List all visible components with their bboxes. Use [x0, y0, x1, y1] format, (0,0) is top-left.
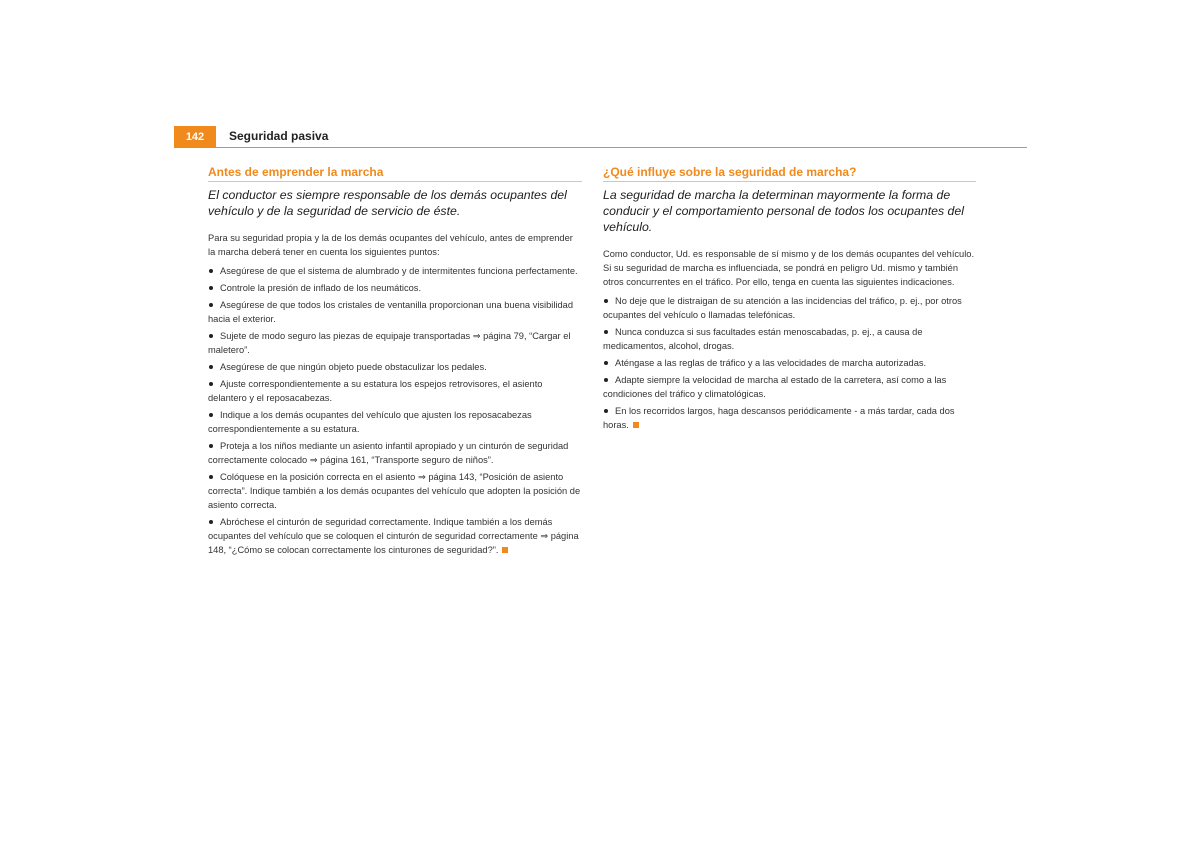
list-item: Sujete de modo seguro las piezas de equipaje transportadas ⇒ página 79, “Cargar el maletero”. — [208, 331, 571, 355]
intro-paragraph: Como conductor, Ud. es responsable de sí mismo y de los demás ocupantes del vehículo. Si su seguridad de marcha es influenciada, se pondrá en peligro Ud. mismo y también otros concurrentes en el tráfico. Por ello, tenga en cuenta las siguientes indicaciones. — [603, 249, 975, 287]
list-item: Abróchese el cinturón de seguridad correctamente. Indique también a los demás ocupantes del vehículo que se coloquen el cinturón de seguridad correctamente ⇒ página 148, “¿Cómo se colocan correctamente los cinturones de seguridad?”. — [208, 517, 579, 555]
list-item: Asegúrese de que todos los cristales de ventanilla proporcionan una buena visibilidad hacia el exterior. — [208, 300, 573, 324]
bullet-icon — [209, 382, 213, 386]
bullet-icon — [209, 520, 213, 524]
list-item: Asegúrese de que el sistema de alumbrado y de intermitentes funciona perfectamente. — [208, 264, 582, 278]
bullet-icon — [604, 378, 608, 382]
section-end-icon — [633, 422, 639, 428]
bullet-icon — [604, 361, 608, 365]
lead-paragraph: La seguridad de marcha la determinan mayormente la forma de conducir y el comportamiento personal de todos los ocupantes del vehículo. — [603, 188, 964, 234]
checklist — [603, 294, 976, 432]
header-rule — [216, 147, 1027, 148]
page-number: 142 — [174, 126, 216, 148]
list-item: Ajuste correspondientemente a su estatura los espejos retrovisores, el asiento delantero y el reposacabezas. — [208, 379, 543, 403]
bullet-icon — [209, 286, 213, 290]
bullet-icon — [604, 409, 608, 413]
intro-paragraph: Para su seguridad propia y la de los demás ocupantes del vehículo, antes de emprender la marcha deberá tener en cuenta los siguientes puntos: — [208, 233, 573, 257]
list-item: Adapte siempre la velocidad de marcha al estado de la carretera, así como a las condiciones del tráfico y climatológicas. — [603, 375, 947, 399]
list-item: Nunca conduzca si sus facultades están menoscabadas, p. ej., a causa de medicamentos, alcohol, drogas. — [603, 327, 923, 351]
list-item: Controle la presión de inflado de los neumáticos. — [208, 281, 582, 295]
section-title-driving-safety: ¿Qué influye sobre la seguridad de marcha? — [603, 165, 976, 182]
left-column — [208, 165, 582, 560]
bullet-icon — [209, 475, 213, 479]
list-item: No deje que le distraigan de su atención a las incidencias del tráfico, p. ej., por otros ocupantes del vehículo o llamadas telefónicas. — [603, 296, 962, 320]
list-item: Proteja a los niños mediante un asiento infantil apropiado y un cinturón de seguridad correctamente colocado ⇒ página 161, “Transporte seguro de niños”. — [208, 441, 569, 465]
list-item: Aténgase a las reglas de tráfico y a las velocidades de marcha autorizadas. — [603, 356, 976, 370]
checklist — [208, 264, 582, 557]
bullet-icon — [209, 413, 213, 417]
bullet-icon — [604, 299, 608, 303]
bullet-icon — [209, 269, 213, 273]
right-column — [603, 165, 976, 435]
list-item: En los recorridos largos, haga descansos periódicamente - a más tardar, cada dos horas. — [603, 406, 955, 430]
list-item: Indique a los demás ocupantes del vehículo que ajusten los reposacabezas correspondientemente a su estatura. — [208, 410, 532, 434]
lead-paragraph: El conductor es siempre responsable de los demás ocupantes del vehículo y de la seguridad de servicio de éste. — [208, 188, 567, 218]
bullet-icon — [209, 365, 213, 369]
page-header — [174, 126, 1027, 148]
section-title-before-driving: Antes de emprender la marcha — [208, 165, 582, 182]
section-end-icon — [502, 547, 508, 553]
bullet-icon — [209, 444, 213, 448]
running-header-title: Seguridad pasiva — [229, 129, 329, 143]
list-item: Colóquese en la posición correcta en el asiento ⇒ página 143, “Posición de asiento correcta”. Indique también a los demás ocupantes del vehículo que adopten la posición de asiento correcta. — [208, 472, 581, 510]
bullet-icon — [604, 330, 608, 334]
bullet-icon — [209, 334, 213, 338]
list-item: Asegúrese de que ningún objeto puede obstaculizar los pedales. — [208, 360, 582, 374]
bullet-icon — [209, 303, 213, 307]
